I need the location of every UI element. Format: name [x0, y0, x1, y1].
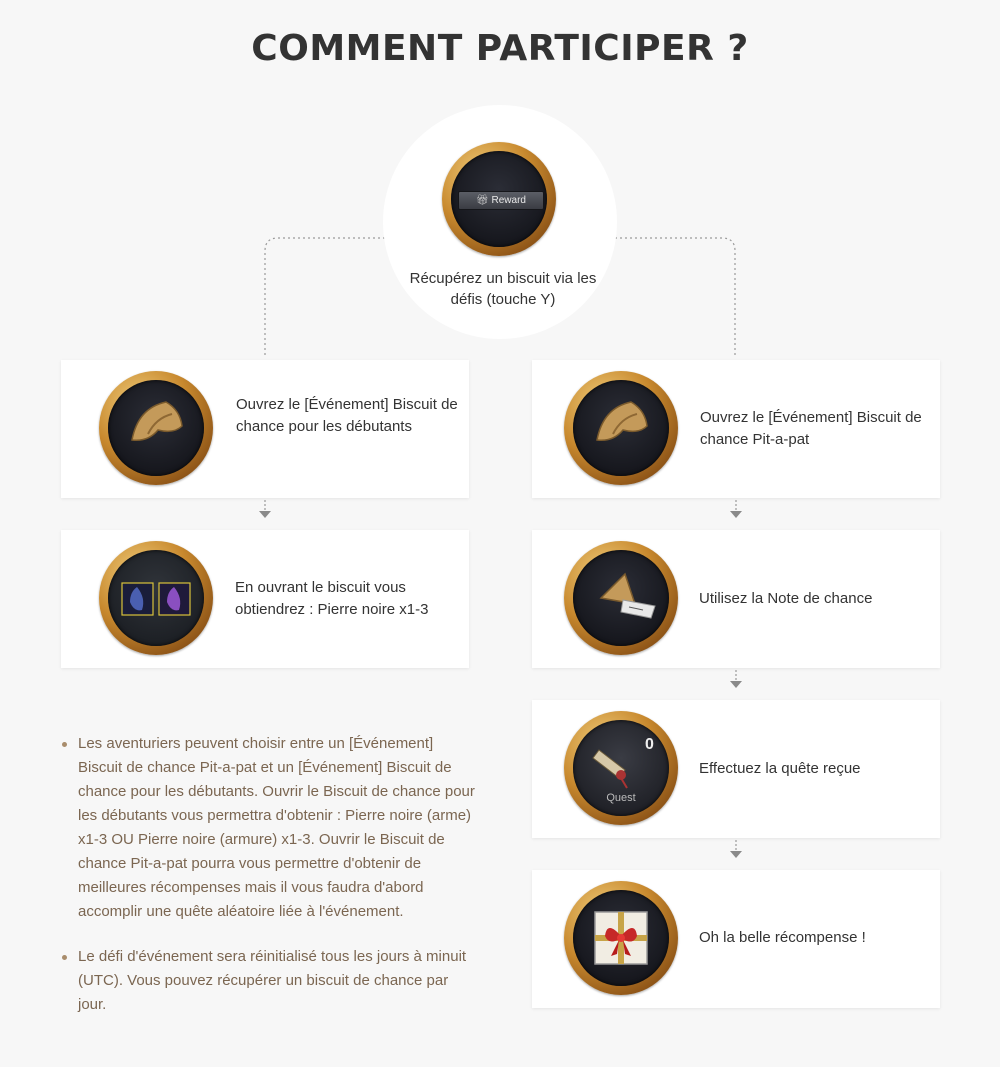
quest-count: 0	[645, 736, 654, 753]
right-step-card-3	[532, 700, 940, 838]
reward-button	[458, 191, 544, 210]
right-step-text-1: Ouvrez le [Événement] Biscuit de chance Pit-a-pat	[700, 409, 922, 448]
right-step-text-2: Utilisez la Note de chance	[699, 590, 873, 607]
reward-button-label: Reward	[491, 195, 526, 206]
notes-list	[60, 732, 475, 1038]
bullet-icon	[62, 955, 67, 960]
right-step-medal-3	[564, 711, 678, 825]
gift-box-icon	[573, 890, 669, 986]
gift-icon: 🎁︎	[476, 195, 489, 206]
arrow-down-icon	[728, 498, 744, 522]
quest-label: Quest	[606, 792, 636, 804]
note-item-2	[60, 945, 475, 1017]
left-step-medal-2	[99, 541, 213, 655]
right-step-card-2	[532, 530, 940, 668]
right-step-card-1	[532, 360, 940, 498]
right-step-medal-2	[564, 541, 678, 655]
bullet-icon	[62, 742, 67, 747]
right-step-text-3: Effectuez la quête reçue	[699, 760, 861, 777]
left-step-text-2: En ouvrant le biscuit vous obtiendrez : Pierre noire x1-3	[235, 579, 429, 618]
arrow-down-icon	[257, 498, 273, 522]
right-step-text-4: Oh la belle récompense !	[699, 929, 866, 946]
page-title: COMMENT PARTICIPER ?	[251, 28, 749, 69]
fortune-cookie-icon	[573, 380, 669, 476]
right-step-card-4	[532, 870, 940, 1008]
right-step-medal-4	[564, 881, 678, 995]
reward-medal	[442, 142, 556, 256]
note-text-2: Le défi d'événement sera réinitialisé tous les jours à minuit (UTC). Vous pouvez récupérer un biscuit de chance par jour.	[78, 948, 467, 1013]
right-step-medal-1	[564, 371, 678, 485]
arrow-down-icon	[728, 838, 744, 862]
black-stone-icon	[108, 550, 204, 646]
start-text: Récupérez un biscuit via les défis (touche Y)	[409, 270, 597, 308]
left-step-card-2	[61, 530, 469, 668]
left-step-text-1: Ouvrez le [Événement] Biscuit de chance pour les débutants	[236, 396, 458, 435]
note-item-1	[60, 732, 475, 924]
arrow-down-icon	[728, 668, 744, 692]
fortune-note-icon	[573, 550, 669, 646]
left-step-card-1	[61, 360, 469, 498]
left-step-medal-1	[99, 371, 213, 485]
fortune-cookie-icon	[108, 380, 204, 476]
note-text-1: Les aventuriers peuvent choisir entre un [Événement] Biscuit de chance Pit-a-pat et un [Événement] Biscuit de chance pour les débutants. Ouvrir le Biscuit de chance pour les débutants vous permettra d'obtenir : Pierre noire (arme) x1-3 OU Pierre noire (armure) x1-3. Ouvrir le Biscuit de chance Pit-a-pat pourra vous permettre d'obtenir de meilleures récompenses mais il vous faudra d'abord accomplir une quête aléatoire liée à l'événement.	[78, 735, 475, 920]
